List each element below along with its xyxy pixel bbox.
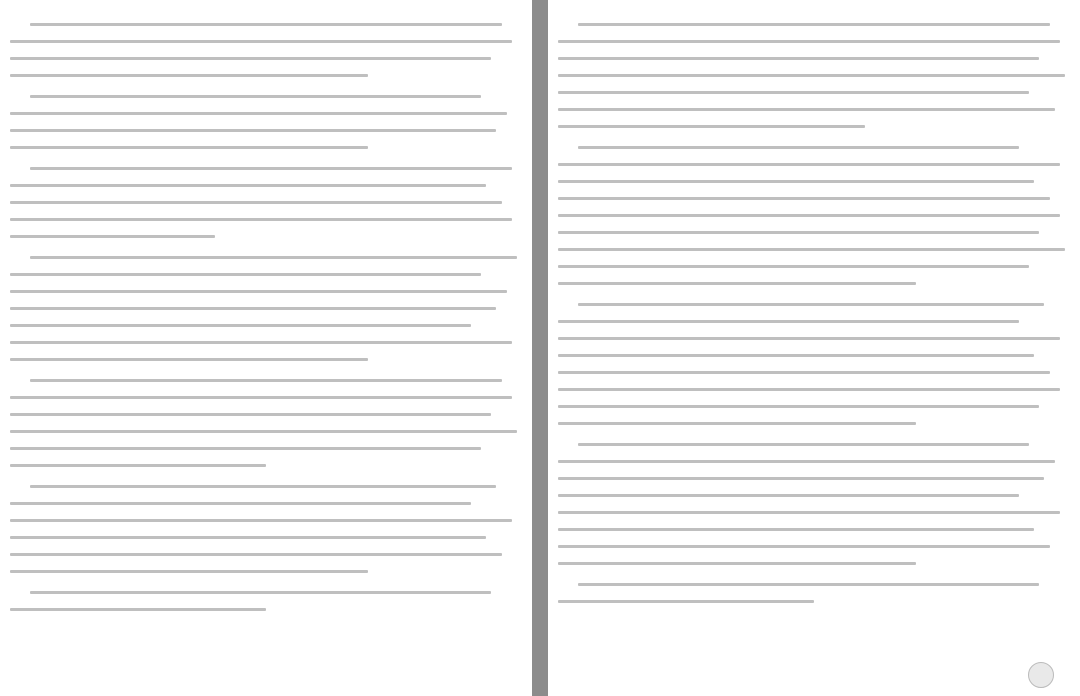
text-line — [10, 283, 522, 300]
text-line — [558, 190, 1070, 207]
document-page-right — [548, 0, 1080, 696]
running-header — [0, 0, 532, 6]
text-line — [558, 207, 1070, 224]
document-page-left — [0, 0, 532, 696]
text-line — [558, 504, 1070, 521]
text-line — [558, 576, 1070, 593]
text-line — [558, 453, 1070, 470]
text-line — [10, 88, 522, 105]
text-line — [10, 16, 522, 33]
text-line — [558, 330, 1070, 347]
text-line — [558, 173, 1070, 190]
text-line — [558, 16, 1070, 33]
text-line — [558, 275, 1070, 292]
page-gutter — [532, 0, 548, 696]
text-line — [10, 300, 522, 317]
text-line — [558, 313, 1070, 330]
text-line — [558, 296, 1070, 313]
text-line — [10, 211, 522, 228]
text-line — [10, 563, 522, 580]
text-line — [558, 118, 1070, 135]
text-line — [10, 67, 522, 84]
text-line — [558, 258, 1070, 275]
text-line — [558, 156, 1070, 173]
text-line — [558, 67, 1070, 84]
text-line — [10, 372, 522, 389]
text-line — [558, 555, 1070, 572]
page-content — [558, 12, 1070, 696]
text-line — [558, 347, 1070, 364]
text-line — [558, 521, 1070, 538]
text-line — [558, 33, 1070, 50]
text-line — [10, 457, 522, 474]
text-line — [558, 139, 1070, 156]
text-line — [558, 415, 1070, 432]
text-line — [10, 423, 522, 440]
page-content — [10, 12, 522, 696]
text-line — [558, 436, 1070, 453]
text-line — [10, 351, 522, 368]
running-header — [548, 0, 1080, 6]
text-line — [10, 105, 522, 122]
text-line — [10, 160, 522, 177]
text-line — [558, 470, 1070, 487]
text-line — [10, 122, 522, 139]
text-line — [10, 33, 522, 50]
text-line — [558, 224, 1070, 241]
text-line — [10, 495, 522, 512]
text-line — [558, 381, 1070, 398]
text-line — [10, 139, 522, 156]
text-line — [10, 177, 522, 194]
watermark — [1028, 662, 1060, 688]
text-line — [10, 440, 522, 457]
text-line — [10, 478, 522, 495]
text-line — [10, 334, 522, 351]
text-line — [10, 584, 522, 601]
text-line — [558, 50, 1070, 67]
text-line — [558, 398, 1070, 415]
text-line — [10, 249, 522, 266]
text-line — [10, 50, 522, 67]
text-line — [10, 512, 522, 529]
text-line — [558, 241, 1070, 258]
text-line — [10, 406, 522, 423]
text-line — [10, 529, 522, 546]
text-line — [10, 228, 522, 245]
text-line — [558, 84, 1070, 101]
text-line — [10, 546, 522, 563]
text-line — [10, 194, 522, 211]
text-line — [558, 538, 1070, 555]
text-line — [558, 101, 1070, 118]
text-line — [10, 389, 522, 406]
text-line — [10, 317, 522, 334]
text-line — [558, 593, 1070, 610]
text-line — [10, 266, 522, 283]
watermark-logo-icon — [1028, 662, 1054, 688]
text-line — [558, 364, 1070, 381]
text-line — [10, 601, 522, 618]
text-line — [558, 487, 1070, 504]
